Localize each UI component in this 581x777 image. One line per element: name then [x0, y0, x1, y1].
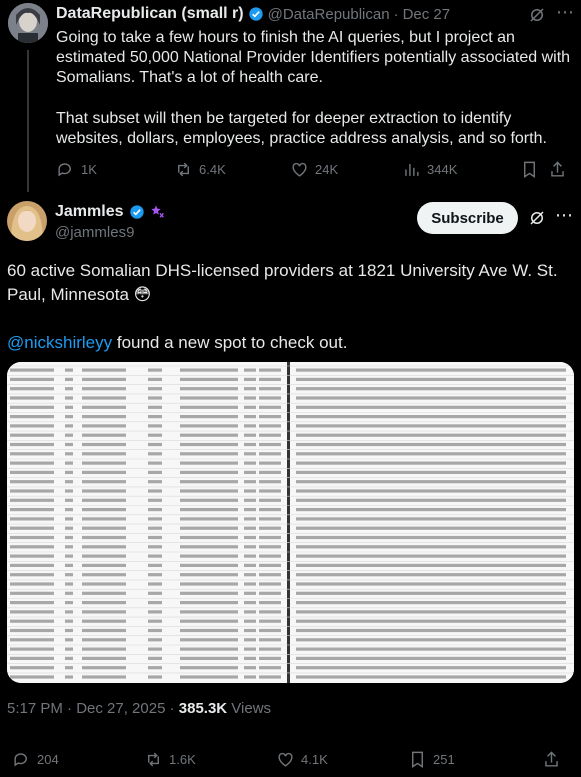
spreadsheet-rows-graphic: [7, 362, 574, 683]
tweet2-actions: [12, 750, 572, 769]
thread-connector-line: [27, 50, 29, 192]
views-count: 344K: [427, 162, 458, 177]
share-icon: [542, 750, 561, 769]
tweet1-handle[interactable]: @DataRepublican: [267, 5, 390, 23]
subscribe-button[interactable]: Subscribe: [417, 202, 518, 234]
like-count: 24K: [315, 162, 339, 177]
bookmark-icon: [408, 750, 427, 769]
grok-icon[interactable]: [528, 209, 546, 232]
tweet2-text: [7, 259, 575, 355]
share-icon: [548, 160, 567, 179]
tweet2-display-name[interactable]: Jammles: [55, 203, 124, 220]
tweet1-header: [56, 5, 450, 23]
like-button[interactable]: [276, 750, 408, 769]
reply-icon: [56, 160, 75, 179]
verified-badge-icon: [129, 204, 145, 220]
repost-icon: [174, 160, 193, 179]
reply-count: 204: [37, 752, 59, 767]
avatar-jammles[interactable]: [7, 201, 47, 241]
views-button[interactable]: [402, 160, 520, 179]
spreadsheet-image[interactable]: [7, 362, 574, 683]
bookmark-count: 251: [433, 752, 455, 767]
tweet2-paragraph-2-text: found a new spot to check out.: [112, 333, 348, 352]
repost-icon: [144, 750, 163, 769]
avatar-datarepublican[interactable]: [8, 3, 48, 43]
repost-button[interactable]: [144, 750, 276, 769]
more-options-icon[interactable]: ⋯: [556, 2, 574, 22]
bookmark-button[interactable]: [408, 750, 542, 769]
tweet2-header: [55, 203, 166, 221]
like-button[interactable]: [290, 160, 402, 179]
mention-link[interactable]: @nickshirleyy: [7, 333, 113, 352]
repost-button[interactable]: [174, 160, 290, 179]
tweet2-meta: [7, 700, 271, 717]
like-count: 4.1K: [301, 752, 328, 767]
tweet2-paragraph-2: [7, 331, 575, 355]
spreadsheet-rows: [7, 362, 574, 683]
tweet1-actions: [56, 160, 571, 179]
tweet1-paragraph-2: That subset will then be targeted for deeper extraction to identify websites, dollars, employees, practice address analysis, and so forth.: [56, 110, 547, 147]
bookmark-icon: [520, 160, 539, 179]
heart-icon: [290, 160, 309, 179]
tweet1-date[interactable]: Dec 27: [402, 5, 451, 23]
tweet1-display-name[interactable]: DataRepublican (small r): [56, 5, 244, 22]
tweet1-text: [56, 28, 576, 149]
heart-icon: [276, 750, 295, 769]
repost-count: 6.4K: [199, 162, 226, 177]
share-button[interactable]: [542, 750, 562, 769]
reply-button[interactable]: [12, 750, 144, 769]
reply-icon: [12, 750, 31, 769]
separator-dot: ·: [393, 5, 399, 23]
grok-icon[interactable]: [528, 6, 546, 29]
tweet2-views-count: 385.3K: [178, 700, 228, 717]
subscriber-badge-icon: [150, 204, 166, 220]
tweet2-timestamp[interactable]: 5:17 PM · Dec 27, 2025 ·: [7, 700, 179, 717]
verified-badge-icon: [248, 6, 264, 22]
tweet2-views-label: Views: [227, 700, 272, 717]
tweet1-paragraph-1: Going to take a few hours to finish the AI queries, but I project an estimated 50,000 National Provider Identifiers potentially associated with Somalians. That's a lot of health care.: [56, 29, 571, 86]
more-options-icon[interactable]: ⋯: [555, 205, 573, 225]
views-chart-icon: [402, 160, 421, 179]
tweet2-paragraph-1: 60 active Somalian DHS-licensed providers at 1821 University Ave W. St. Paul, Minnesota 😳: [7, 261, 558, 304]
tweet2-handle[interactable]: @jammles9: [55, 224, 135, 241]
share-button[interactable]: [548, 160, 568, 179]
repost-count: 1.6K: [169, 752, 196, 767]
reply-button[interactable]: [56, 160, 174, 179]
bookmark-button[interactable]: [520, 160, 548, 179]
reply-count: 1K: [81, 162, 97, 177]
